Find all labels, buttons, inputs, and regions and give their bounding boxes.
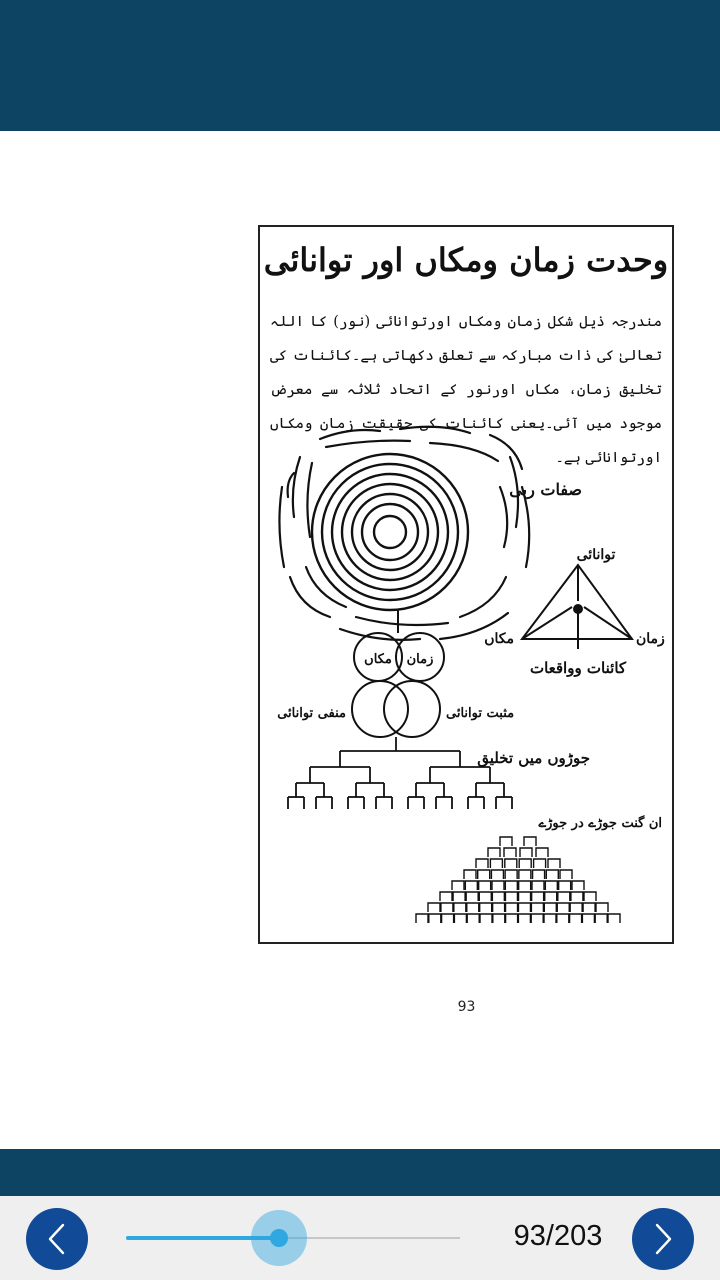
pair-bracket <box>560 870 572 879</box>
pair-bracket <box>570 903 582 912</box>
pair-bracket <box>595 914 607 923</box>
pair-bracket <box>491 870 503 879</box>
pair-bracket <box>492 881 504 890</box>
pair-bracket <box>493 914 505 923</box>
pair-bracket <box>536 848 548 857</box>
pair-bracket <box>596 903 608 912</box>
pair-bracket <box>519 892 531 901</box>
pair-bracket <box>518 903 530 912</box>
chevron-right-icon <box>651 1222 675 1256</box>
pair-bracket <box>548 859 560 868</box>
page-viewport[interactable] <box>0 131 720 1149</box>
pair-bracket <box>524 837 536 846</box>
pair-bracket <box>558 892 570 901</box>
label-an-ginat: ان گنت جوڑے در جوڑے <box>538 816 662 831</box>
circle-label-makan: مکاں <box>364 652 392 667</box>
pair-bracket <box>505 892 517 901</box>
pair-bracket <box>478 870 490 879</box>
pair-bracket <box>572 881 584 890</box>
label-kainat: کائنات وواقعات <box>529 659 627 677</box>
pair-bracket <box>480 914 492 923</box>
pair-bracket <box>519 859 531 868</box>
label-makan: مکاں <box>484 631 514 647</box>
pair-bracket <box>544 903 556 912</box>
page-title: وحدت زمان ومکاں اور توانائی <box>263 241 669 279</box>
countless-pairs-pyramid <box>416 837 620 923</box>
slider-thumb[interactable] <box>270 1229 288 1247</box>
pair-bracket <box>534 859 546 868</box>
book-page <box>258 225 674 944</box>
pair-bracket <box>583 903 595 912</box>
pair-bracket <box>531 914 543 923</box>
pair-bracket <box>582 914 594 923</box>
pair-bracket <box>442 914 454 923</box>
pair-bracket <box>532 881 544 890</box>
label-manfi-tawanai: منفی توانائی <box>277 706 346 721</box>
pair-bracket <box>546 870 558 879</box>
pair-bracket <box>465 881 477 890</box>
pair-bracket <box>544 914 556 923</box>
circle-label-zaman: زمان <box>406 652 434 667</box>
label-tawanai: توانائی <box>576 547 616 563</box>
pair-bracket <box>533 870 545 879</box>
label-joron-mein-takhleeq: جوڑوں میں تخلیق <box>477 749 590 767</box>
pair-bracket <box>464 870 476 879</box>
pair-bracket <box>570 914 582 923</box>
pair-bracket <box>476 859 488 868</box>
pair-bracket <box>531 903 543 912</box>
pair-bracket <box>557 903 569 912</box>
pair-bracket <box>493 903 505 912</box>
pair-bracket <box>505 881 517 890</box>
label-musbat-tawanai: مثبت توانائی <box>446 706 515 721</box>
energy-circles <box>352 681 440 737</box>
pair-bracket <box>490 859 502 868</box>
previous-page-button[interactable] <box>26 1208 88 1270</box>
pairs-tree <box>288 737 512 809</box>
page-number: 93 <box>457 999 476 1015</box>
pair-bracket <box>454 914 466 923</box>
pair-bracket <box>467 914 479 923</box>
concentric-circles <box>312 454 468 610</box>
pair-bracket <box>571 892 583 901</box>
chevron-left-icon <box>45 1222 69 1256</box>
pair-bracket <box>584 892 596 901</box>
reader-control-bar <box>0 1196 720 1280</box>
page-counter: 93/203 <box>513 1220 603 1252</box>
pair-bracket <box>466 892 478 901</box>
pair-bracket <box>441 903 453 912</box>
pair-bracket <box>506 914 518 923</box>
pair-bracket <box>608 914 620 923</box>
pair-bracket <box>559 881 571 890</box>
pair-bracket <box>545 881 557 890</box>
pair-bracket <box>506 903 518 912</box>
pair-bracket <box>429 914 441 923</box>
page-slider[interactable] <box>126 1214 460 1262</box>
pair-bracket <box>453 892 465 901</box>
pair-bracket <box>545 892 557 901</box>
pair-bracket <box>454 903 466 912</box>
pair-bracket <box>520 848 532 857</box>
pair-bracket <box>479 892 491 901</box>
page-paragraph: مندرجہ ذیل شکل زمان ومکاں اورتوانائی (نور) کا اللہ تعالیٰ کی ذات مبارکہ سے تعلق دکھاتی ہے۔کائنات کی تخلیق زمان، مکاں اورنور کے اتحاد ثلاثہ سے معرض موجود میں آئی۔یعنی کائنات کی حقیقت زمان ومکاں اورتوانائی ہے۔ <box>270 314 662 466</box>
app-header-bar <box>0 0 720 131</box>
pair-bracket <box>519 881 531 890</box>
pair-bracket <box>488 848 500 857</box>
unity-diagram <box>260 417 672 942</box>
pair-bracket <box>428 903 440 912</box>
pair-bracket <box>518 914 530 923</box>
pair-bracket <box>500 837 512 846</box>
next-page-button[interactable] <box>632 1208 694 1270</box>
label-sifat-e-rabbi: صفات ربی <box>509 480 582 499</box>
pair-bracket <box>480 903 492 912</box>
pair-bracket <box>505 859 517 868</box>
pair-bracket <box>440 892 452 901</box>
pair-bracket <box>479 881 491 890</box>
pair-bracket <box>492 892 504 901</box>
bottom-band <box>0 1149 720 1196</box>
pair-bracket <box>452 881 464 890</box>
label-zaman: زمان <box>636 631 665 647</box>
pair-bracket <box>519 870 531 879</box>
pair-bracket <box>504 848 516 857</box>
pair-bracket <box>557 914 569 923</box>
pair-bracket <box>532 892 544 901</box>
pair-bracket <box>467 903 479 912</box>
pair-bracket <box>416 914 428 923</box>
pair-bracket <box>505 870 517 879</box>
